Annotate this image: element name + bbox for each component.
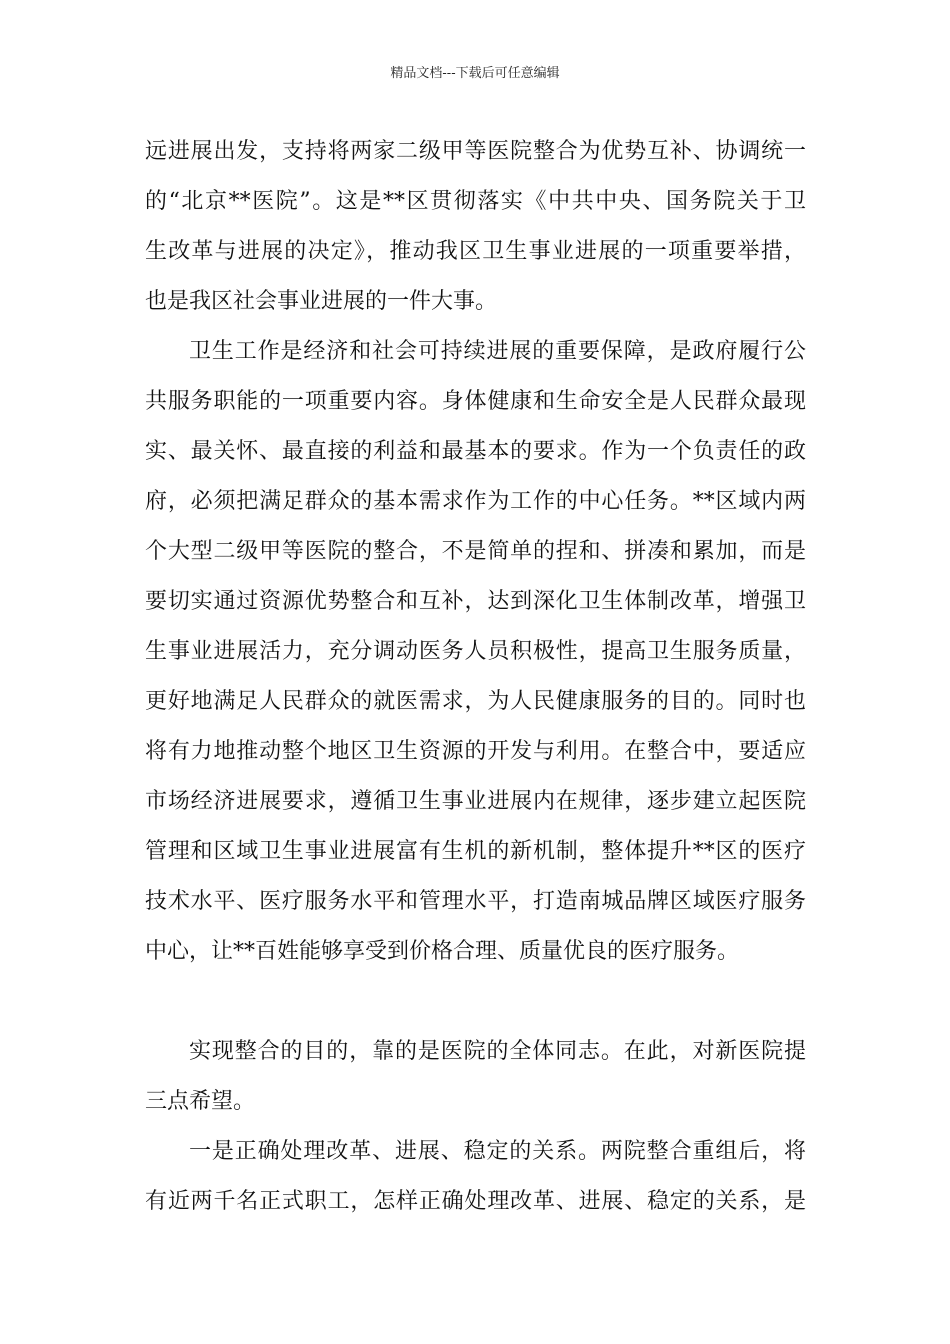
paragraph-4-line-2: 有近两千名正式职工，怎样正确处理改革、进展、稳定的关系，是 [145,1189,806,1214]
paragraph-3-line-2: 三点希望。 [145,1089,256,1114]
paragraph-2-line-12: 技术水平、医疗服务水平和管理水平，打造南城品牌区域医疗服务 [145,889,806,914]
paragraph-2-line-6: 要切实通过资源优势整合和互补，达到深化卫生体制改革，增强卫 [145,589,806,614]
paragraph-2-line-11: 管理和区域卫生事业进展富有生机的新机制，整体提升**区的医疗 [145,839,806,864]
paragraph-1-line-3: 生改革与进展的决定》，推动我区卫生事业进展的一项重要举措， [145,239,806,264]
paragraph-2-line-10: 市场经济进展要求，遵循卫生事业进展内在规律，逐步建立起医院 [145,789,806,814]
paragraph-2-line-1: 卫生工作是经济和社会可持续进展的重要保障，是政府履行公 [189,339,806,364]
paragraph-1-line-4: 也是我区社会事业进展的一件大事。 [145,289,498,314]
paragraph-2-line-5: 个大型二级甲等医院的整合，不是简单的捏和、拼凑和累加，而是 [145,539,806,564]
paragraph-1-line-1: 远进展出发，支持将两家二级甲等医院整合为优势互补、协调统一 [145,139,806,164]
paragraph-1-line-2: 的“北京**医院”。这是**区贯彻落实《中共中央、国务院关于卫 [145,189,806,214]
paragraph-4-line-1: 一是正确处理改革、进展、稳定的关系。两院整合重组后，将 [189,1139,806,1164]
paragraph-2-line-2: 共服务职能的一项重要内容。身体健康和生命安全是人民群众最现 [145,389,806,414]
paragraph-2-line-8: 更好地满足人民群众的就医需求，为人民健康服务的目的。同时也 [145,689,806,714]
paragraph-2-line-4: 府，必须把满足群众的基本需求作为工作的中心任务。**区域内两 [145,489,806,514]
paragraph-2-line-7: 生事业进展活力，充分调动医务人员积极性，提高卫生服务质量， [145,639,806,664]
paragraph-2-line-13: 中心，让**百姓能够享受到价格合理、质量优良的医疗服务。 [145,939,740,964]
paragraph-2-line-9: 将有力地推动整个地区卫生资源的开发与利用。在整合中，要适应 [145,739,806,764]
paragraph-3-line-1: 实现整合的目的，靠的是医院的全体同志。在此，对新医院提 [189,1039,806,1064]
page-header: 精品文档---下载后可任意编辑 [390,66,560,81]
paragraph-2-line-3: 实、最关怀、最直接的利益和最基本的要求。作为一个负责任的政 [145,439,806,464]
